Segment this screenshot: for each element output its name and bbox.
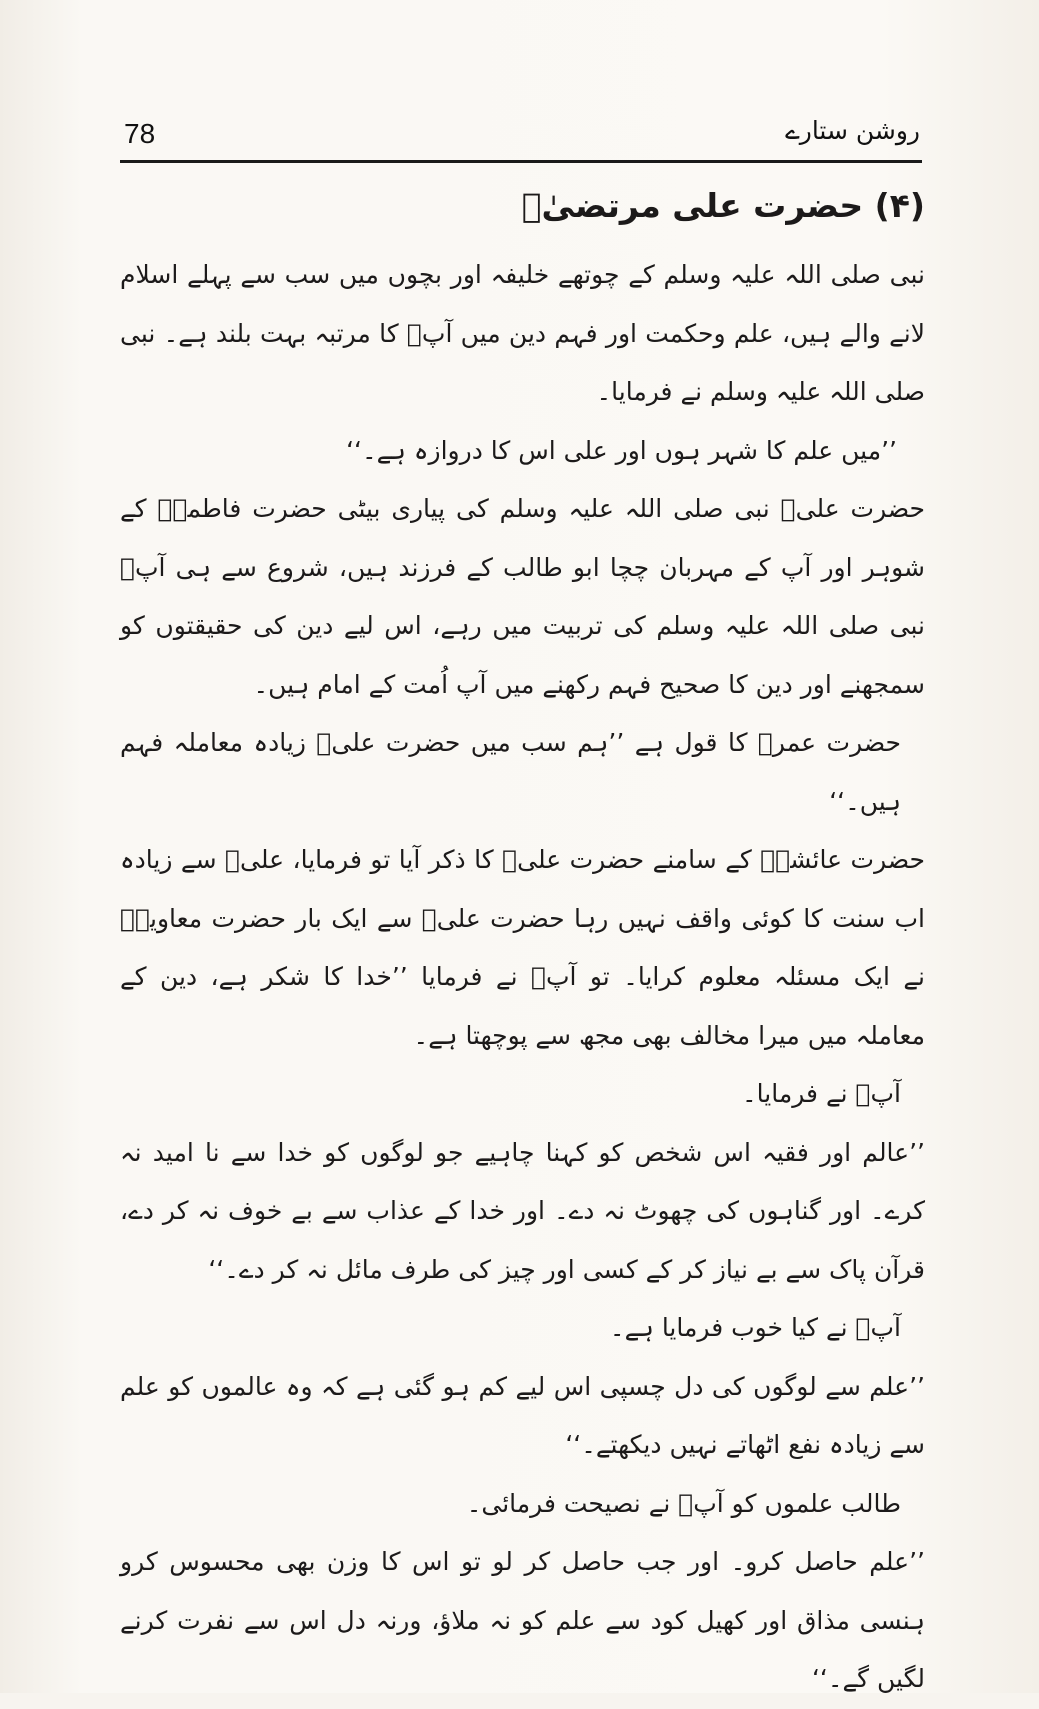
paragraph-seek-knowledge-quote: ’’علم حاصل کرو۔ اور جب حاصل کر لو تو اس کا وزن بھی محسوس کرو ہنسی مذاق اور کھیل کود سے علم کو نہ ملاؤ، ورنہ دل اس سے نفرت کرنے لگیں گے۔‘‘ [120,1547,925,1693]
header-rule [120,160,922,163]
paragraph-he-said-1: آپؓ نے فرمایا۔ [742,1079,901,1108]
running-head: روشن ستارے [785,116,920,145]
paragraph-knowledge-interest-quote: ’’علم سے لوگوں کی دل چسپی اس لیے کم ہو گئی ہے کہ وہ عالموں کو علم سے زیادہ نفع اٹھاتے نہیں دیکھتے۔‘‘ [120,1371,925,1459]
paragraph-he-said-2: آپؓ نے کیا خوب فرمایا ہے۔ [609,1313,901,1342]
paragraph-intro: نبی صلی اللہ علیہ وسلم کے چوتھے خلیفہ اور بچوں میں سب سے پہلے اسلام لانے والے ہیں، علم وحکمت اور فہم دین میں آپؓ کا مرتبہ بہت بلند ہے۔ نبی صلی اللہ علیہ وسلم نے فرمایا۔ [120,260,925,406]
page-number: 78 [124,118,156,149]
paragraph-advice-students: طالب علموں کو آپؓ نے نصیحت فرمائی۔ [466,1488,901,1518]
paragraph-hadith-city-of-knowledge: ’’میں علم کا شہر ہوں اور علی اس کا دروازہ ہے۔‘‘ [346,435,897,465]
page-content [120,178,925,1709]
paragraph-family: حضرت علیؓ نبی صلی اللہ علیہ وسلم کی پیاری بیٹی حضرت فاطمہؓ کے شوہر اور آپ کے مہربان چچا ابو طالب کے فرزند ہیں، شروع سے ہی آپؓ نبی صلی اللہ علیہ وسلم کی تربیت میں رہے، اس لیے دین کی حقیقتوں کو سمجھنے اور دین کا صحیح فہم رکھنے میں آپ اُمت کے امام ہیں۔ [120,494,925,699]
paragraph-umar-quote: حضرت عمرؓ کا قول ہے ’’ہم سب میں حضرت علیؓ زیادہ معاملہ فہم ہیں۔‘‘ [120,728,901,816]
paragraph-aisha-muawiya: حضرت عائشہؓ کے سامنے حضرت علیؓ کا ذکر آیا تو فرمایا، علیؓ سے زیادہ اب سنت کا کوئی واقف نہیں رہا حضرت علیؓ سے ایک بار حضرت معاویہؓ نے ایک مسئلہ معلوم کرایا۔ تو آپؓ نے فرمایا ’’خدا کا شکر ہے، دین کے معاملہ میں میرا مخالف بھی مجھ سے پوچھتا ہے۔ [120,845,925,1050]
page-header [120,112,920,162]
paragraph-scholar-quote: ’’عالم اور فقیہ اس شخص کو کہنا چاہیے جو لوگوں کو خدا سے نا امید نہ کرے۔ اور گناہوں کی چھوٹ نہ دے۔ اور خدا کے عذاب سے بے خوف نہ کر دے، قرآن پاک سے بے نیاز کر کے کسی اور چیز کی طرف مائل نہ کر دے۔‘‘ [120,1137,925,1284]
chapter-title: (۴) حضرت علی مرتضیٰؓ [521,186,925,225]
